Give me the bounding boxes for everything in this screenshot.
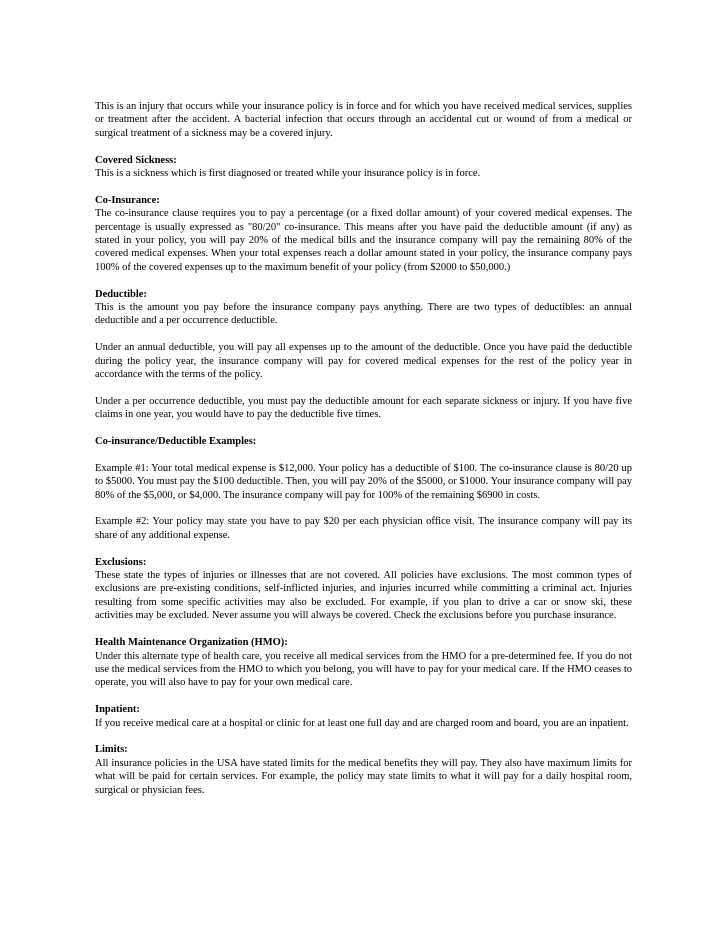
examples-heading-section <box>95 435 632 448</box>
co-insurance-text: The co-insurance clause requires you to pay a percentage (or a fixed dollar amount) of your covered medical expenses. The percentage is usually expressed as "80/20" co-insurance. This means after you have paid the deductible amount (if any) as stated in your policy, you will pay 20% of the medical bills and the insurance company will pay the remaining 80% of the covered medical expenses. When your total expenses reach a dollar amount stated in your policy, the insurance company pays 100% of the covered expenses up to the maximum benefit of your policy (from $2000 to $50,000.) <box>95 208 632 273</box>
co-insurance-section <box>95 194 632 274</box>
deductible-section <box>95 288 632 328</box>
inpatient-heading: Inpatient: <box>95 704 140 716</box>
document-page <box>95 100 632 810</box>
exclusions-section <box>95 556 632 623</box>
hmo-heading: Health Maintenance Organization (HMO): <box>95 637 288 649</box>
hmo-section <box>95 636 632 690</box>
limits-heading: Limits: <box>95 744 128 756</box>
annual-deductible-paragraph: Under an annual deductible, you will pay all expenses up to the amount of the deductible. Once you have paid the deductible during the policy year, the insurance company will pay for covered medical expenses for the rest of the policy year in accordance with the terms of the policy. <box>95 342 632 381</box>
per-occurrence-deductible-paragraph: Under a per occurrence deductible, you must pay the deductible amount for each separate sickness or injury. If you have five claims in one year, you would have to pay the deductible five times. <box>95 395 632 421</box>
hmo-text: Under this alternate type of health care, you receive all medical services from the HMO for a pre-determined fee. If you do not use the medical services from the HMO to which you belong, you will have to pay for your medical care. If the HMO ceases to operate, you will also have to pay for your own medical care. <box>95 650 632 689</box>
example-2-paragraph: Example #2: Your policy may state you have to pay $20 per each physician office visit. The insurance company will pay its share of any additional expense. <box>95 516 632 541</box>
exclusions-text: These state the types of injuries or illnesses that are not covered. All policies have exclusions. The most common types of exclusions are pre-existing conditions, self-inflicted injuries, and injuries incurred while committing a criminal act. Injuries resulting from some specific activities may also be excluded. For example, if you plan to drive a car or snow ski, these activities may be excluded. Never assume you will always be covered. Check the exclusions before you purchase insurance. <box>95 570 632 622</box>
exclusions-heading: Exclusions: <box>95 556 147 568</box>
intro-paragraph: This is an injury that occurs while your insurance policy is in force and for which you have received medical services, supplies or treatment after the accident. A bacterial infection that occurs through an accidental cut or wound of from a medical or surgical treatment of a sickness may be a covered injury. <box>95 101 632 139</box>
covered-sickness-section <box>95 154 632 181</box>
deductible-heading: Deductible: <box>95 288 147 300</box>
examples-heading: Co-insurance/Deductible Examples: <box>95 436 257 448</box>
co-insurance-heading: Co-Insurance: <box>95 194 160 206</box>
limits-text: All insurance policies in the USA have stated limits for the medical benefits they will pay. They also have maximum limits for what will be paid for certain services. For example, the policy may state limits to what it will pay for a daily hospital room, surgical or physician fees. <box>95 757 632 796</box>
inpatient-section <box>95 703 632 730</box>
example-1-paragraph: Example #1: Your total medical expense is $12,000. Your policy has a deductible of $100. The co-insurance clause is 80/20 up to $5000. You must pay the $100 deductible. Then, you will pay 20% of the $5000, or $1000. Your insurance company will pay 80% of the $5,000, or $4,000. The insurance company will pay for 100% of the remaining $6900 in costs. <box>95 462 632 501</box>
deductible-text: This is the amount you pay before the insurance company pays anything. There are two types of deductibles: an annual deductible and a per occurrence deductible. <box>95 302 632 327</box>
covered-sickness-heading: Covered Sickness: <box>95 154 177 166</box>
limits-section <box>95 743 632 797</box>
inpatient-text: If you receive medical care at a hospital or clinic for at least one full day and are charged room and board, you are an inpatient. <box>95 717 629 729</box>
covered-sickness-text: This is a sickness which is first diagnosed or treated while your insurance policy is in force. <box>95 168 481 180</box>
